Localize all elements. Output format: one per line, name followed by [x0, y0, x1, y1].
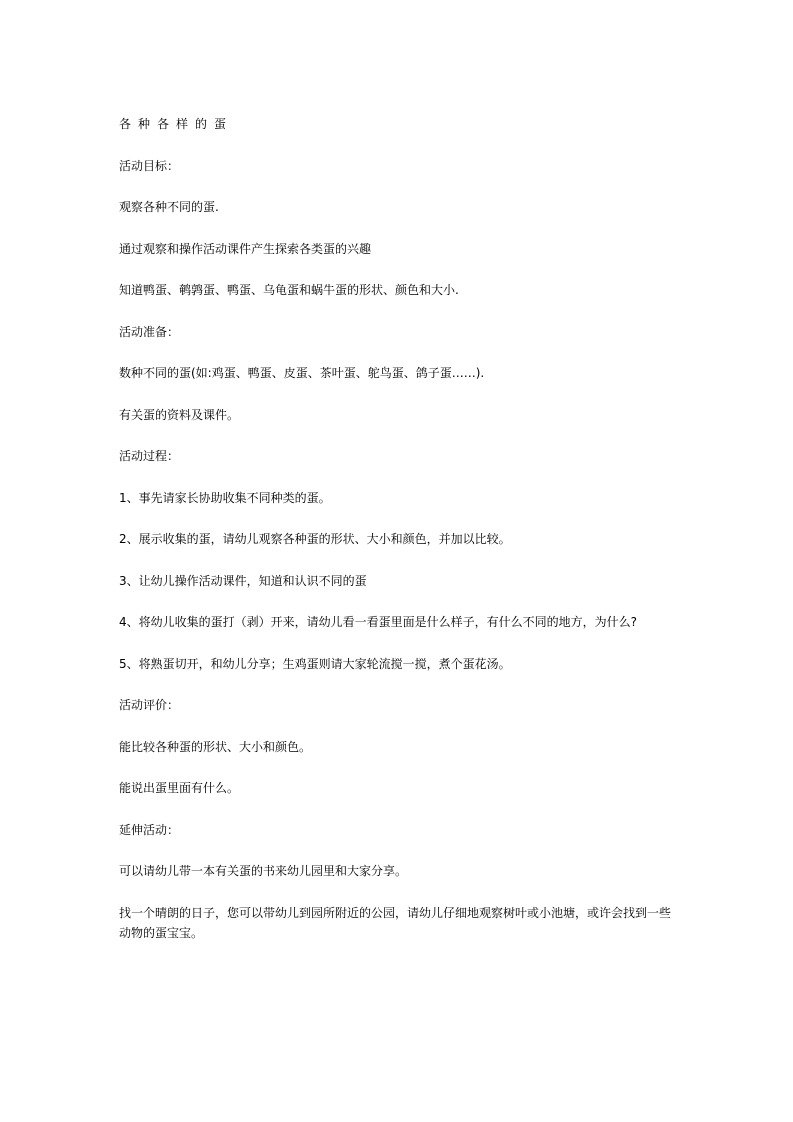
goal-item: 观察各种不同的蛋.: [119, 200, 219, 214]
preparation-item: 数种不同的蛋(如:鸡蛋、鸭蛋、皮蛋、茶叶蛋、鸵鸟蛋、鸽子蛋……).: [119, 366, 485, 380]
document-body: [119, 114, 679, 964]
process-step: 1、事先请家长协助收集不同种类的蛋。: [119, 490, 331, 505]
process-step: 3、让幼儿操作活动课件，知道和认识不同的蛋: [119, 573, 367, 588]
section-heading-preparation: 活动准备：: [119, 324, 180, 339]
evaluation-item: 能比较各种蛋的形状、大小和颜色。: [119, 739, 312, 754]
section-heading-process: 活动过程：: [119, 449, 180, 463]
document-title: 各种各样的蛋: [119, 117, 234, 131]
process-step: 2、展示收集的蛋，请幼儿观察各种蛋的形状、大小和颜色，并加以比较。: [119, 532, 511, 546]
goal-item: 通过观察和操作活动课件产生探索各类蛋的兴趣: [119, 241, 372, 256]
extension-item: 找一个晴朗的日子，您可以带幼儿到园所附近的公园，请幼儿仔细地观察树叶或小池塘，或许会找到一些动物的蛋宝宝。: [119, 905, 672, 940]
goal-item: 知道鸭蛋、鹌鹑蛋、鸭蛋、乌龟蛋和蜗牛蛋的形状、颜色和大小.: [119, 283, 459, 297]
section-heading-extension: 延伸活动：: [119, 822, 180, 837]
section-heading-evaluation: 活动评价：: [119, 698, 180, 712]
process-step: 4、将幼儿收集的蛋打（剥）开来，请幼儿看一看蛋里面是什么样子，有什么不同的地方，为什么?: [119, 615, 638, 629]
evaluation-item: 能说出蛋里面有什么。: [119, 781, 240, 795]
process-step: 5、将熟蛋切开，和幼儿分享；生鸡蛋则请大家轮流搅一搅，煮个蛋花汤。: [119, 656, 511, 671]
preparation-item: 有关蛋的资料及课件。: [119, 407, 240, 422]
extension-item: 可以请幼儿带一本有关蛋的书来幼儿园里和大家分享。: [119, 864, 408, 878]
section-heading-goals: 活动目标：: [119, 158, 180, 173]
